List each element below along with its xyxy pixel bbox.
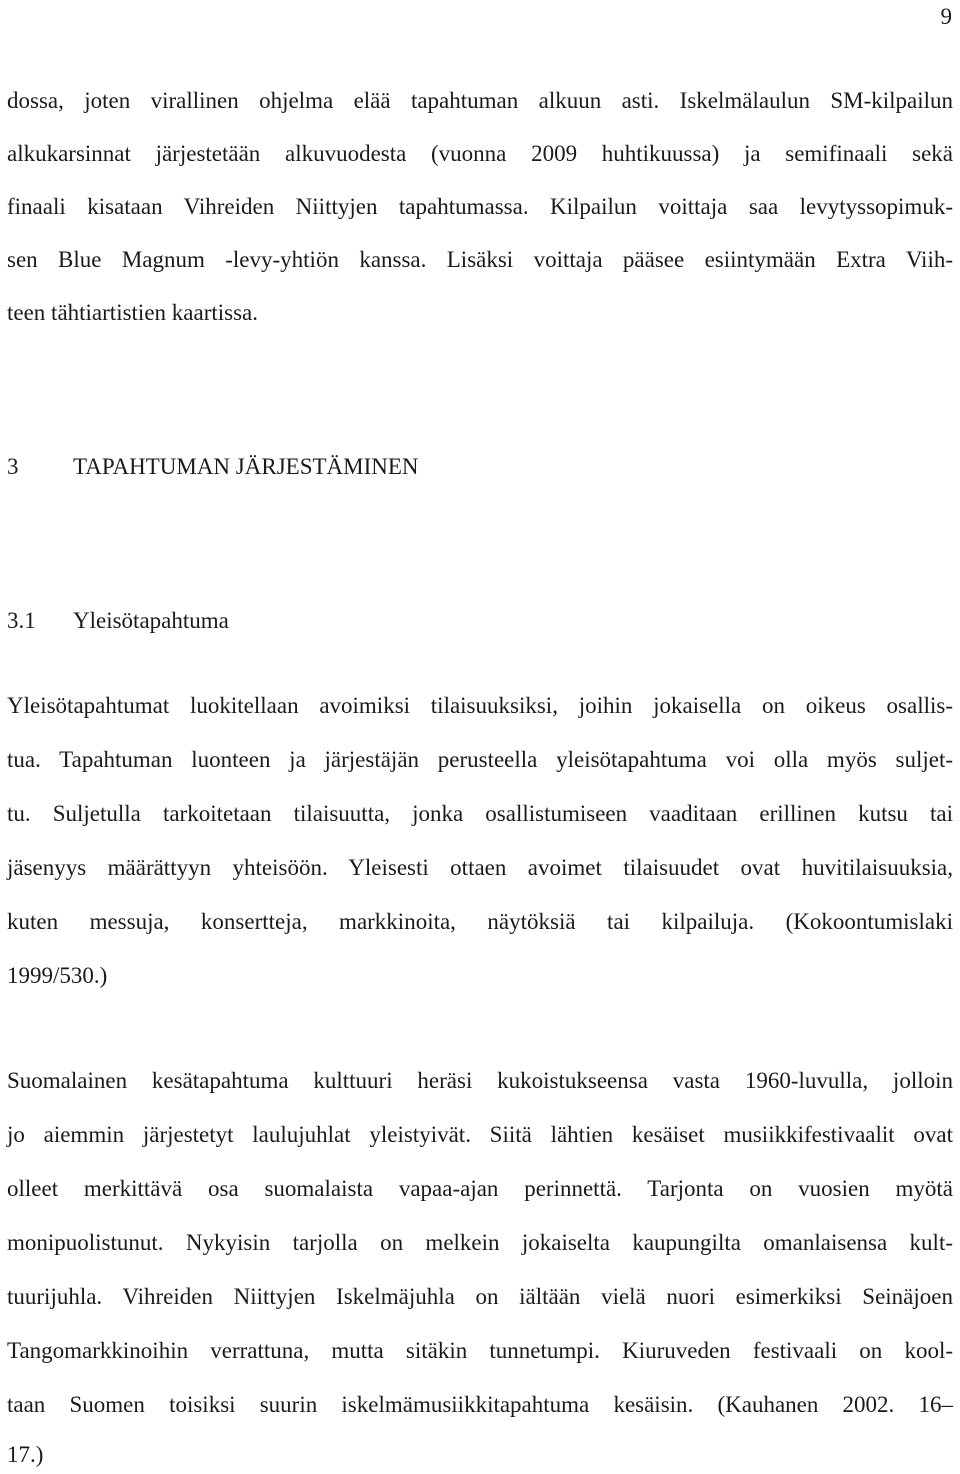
paragraph-line: olleet merkittävä osa suomalaista vapaa-ajan perinnettä. Tarjonta on vuosien myötä (7, 1176, 953, 1201)
paragraph-line: alkukarsinnat järjestetään alkuvuodesta (vuonna 2009 huhtikuussa) ja semifinaali sekä (7, 141, 953, 166)
paragraph-line: Tangomarkkinoihin verrattuna, mutta sitäkin tunnetumpi. Kiuruveden festivaali on kool- (7, 1338, 953, 1363)
paragraph-line: teen tähtiartistien kaartissa. (7, 300, 258, 325)
paragraph-line: tu. Suljetulla tarkoitetaan tilaisuutta, jonka osallistumiseen vaaditaan erillinen kutsu tai (7, 801, 953, 826)
paragraph-line: Yleisötapahtumat luokitellaan avoimiksi tilaisuuksiksi, joihin jokaisella on oikeus osallis- (7, 693, 953, 718)
section-number: 3.1 (7, 608, 36, 633)
paragraph-line: 1999/530.) (7, 963, 108, 988)
section-title: Yleisötapahtuma (73, 608, 229, 633)
paragraph-line: sen Blue Magnum -levy-yhtiön kanssa. Lisäksi voittaja pääsee esiintymään Extra Viih- (7, 247, 953, 272)
paragraph-line: kuten messuja, konsertteja, markkinoita, näytöksiä tai kilpailuja. (Kokoontumislaki (7, 909, 953, 934)
chapter-number: 3 (7, 454, 19, 479)
paragraph-line: 17.) (7, 1442, 44, 1467)
paragraph-line: jo aiemmin järjestetyt laulujuhlat yleistyivät. Siitä lähtien kesäiset musiikkifestivaalit ovat (7, 1122, 953, 1147)
paragraph-line: dossa, joten virallinen ohjelma elää tapahtuman alkuun asti. Iskelmälaulun SM-kilpailun (7, 88, 953, 113)
paragraph-line: taan Suomen toisiksi suurin iskelmämusiikkitapahtuma kesäisin. (Kauhanen 2002. 16– (7, 1392, 953, 1417)
paragraph-line: tuurijuhla. Vihreiden Niittyjen Iskelmäjuhla on iältään vielä nuori esimerkiksi Seinäjoen (7, 1284, 953, 1309)
page-number: 9 (940, 4, 952, 29)
chapter-title: TAPAHTUMAN JÄRJESTÄMINEN (73, 454, 419, 479)
chapter-heading (7, 452, 419, 482)
paragraph-line: tua. Tapahtuman luonteen ja järjestäjän perusteella yleisötapahtuma voi olla myös suljet- (7, 747, 953, 772)
paragraph-line: Suomalainen kesätapahtuma kulttuuri heräsi kukoistukseensa vasta 1960-luvulla, jolloin (7, 1068, 953, 1093)
paragraph-line: monipuolistunut. Nykyisin tarjolla on melkein jokaiselta kaupungilta omanlaisensa kult- (7, 1230, 953, 1255)
section-heading (7, 606, 229, 636)
paragraph-line: jäsenyys määrättyyn yhteisöön. Yleisesti ottaen avoimet tilaisuudet ovat huvitilaisuuksia, (7, 855, 953, 880)
paragraph-line: finaali kisataan Vihreiden Niittyjen tapahtumassa. Kilpailun voittaja saa levytyssopimuk- (7, 194, 953, 219)
